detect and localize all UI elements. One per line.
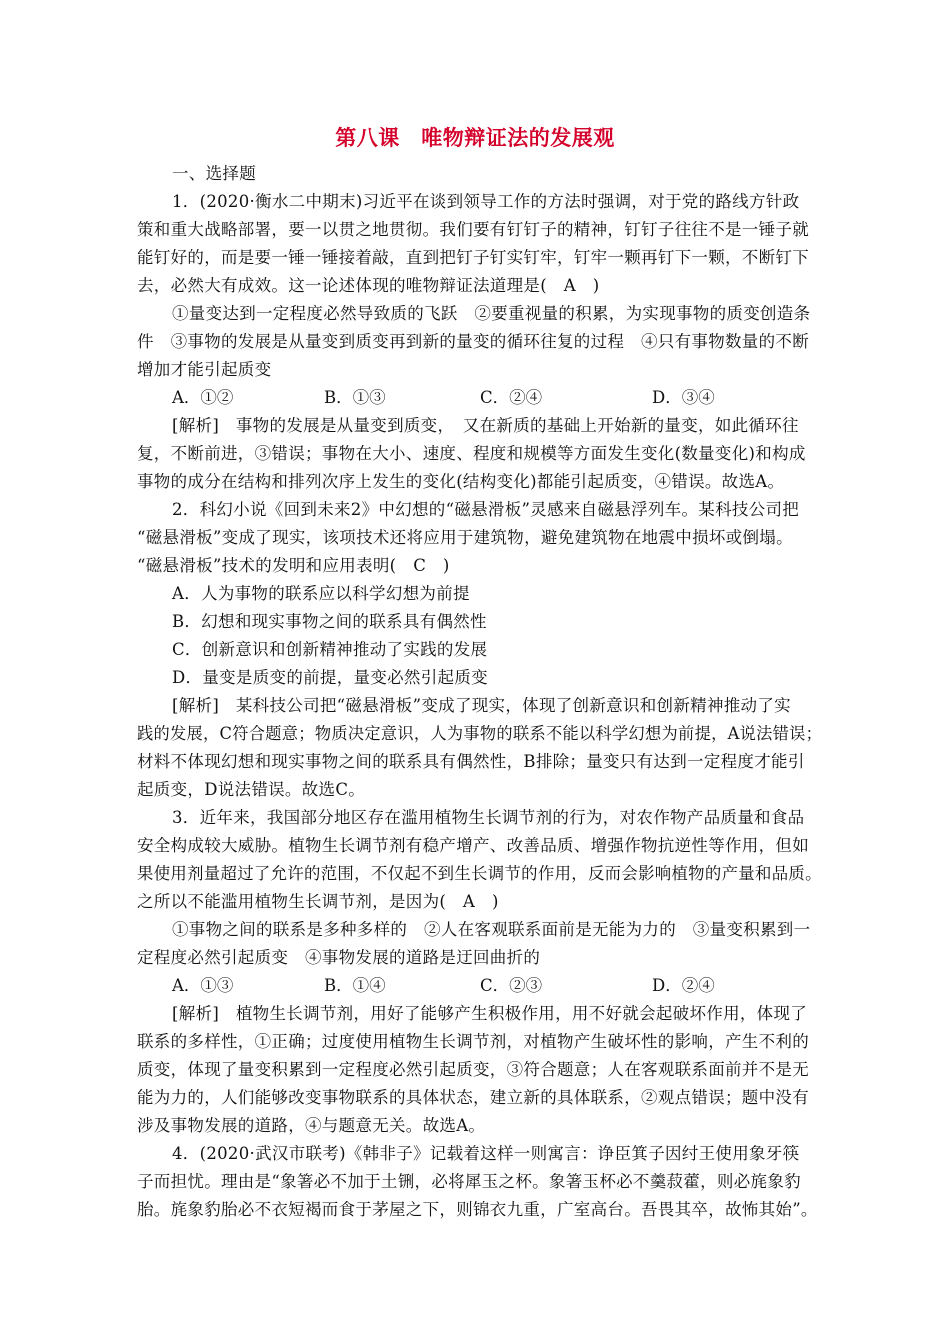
question-3-line: 之所以不能滥用植物生长调节剂，是因为( A ) — [137, 892, 499, 911]
question-3-analysis: 联系的多样性，①正确；过度使用植物生长调节剂，对植物产生破坏性的影响，产生不利的 — [137, 1032, 809, 1051]
question-2-line: “磁悬滑板”变成了现实，该项技术还将应用于建筑物，避免建筑物在地震中损坏或倒塌。 — [137, 528, 793, 547]
question-3-line: 安全构成较大威胁。植物生长调节剂有稳产增产、改善品质、增强作物抗逆性等作用，但如 — [137, 836, 809, 855]
question-3-line: 果使用剂量超过了允许的范围，不仅起不到生长调节的作用，反而会影响植物的产量和品质。 — [137, 864, 822, 883]
question-4-line: 4．(2020·武汉市联考)《韩非子》记载着这样一则寓言：诤臣箕子因纣王使用象牙筷 — [172, 1144, 800, 1163]
question-1-analysis: 复，不断前进，③错误；事物在大小、速度、程度和规模等方面发生变化(数量变化)和构成 — [137, 444, 806, 463]
question-1-statement: ①量变达到一定程度必然导致质的飞跃 ②要重视量的积累，为实现事物的质变创造条 — [172, 304, 811, 323]
page-title: 第八课 唯物辩证法的发展观 — [335, 126, 615, 150]
question-3-analysis: 质变，体现了量变积累到一定程度必然引起质变，③符合题意；人在客观联系面前并不是无 — [137, 1060, 809, 1079]
question-2-analysis: 践的发展，C符合题意；物质决定意识，人为事物的联系不能以科学幻想为前提，A说法错误； — [137, 724, 823, 743]
question-1-line: 策和重大战略部署，要一以贯之地贯彻。我们要有钉钉子的精神，钉钉子往往不是一锤子就 — [137, 220, 809, 239]
section-heading: 一、选择题 — [172, 164, 256, 183]
option-d: D．②④ — [652, 976, 715, 995]
option-c: C．创新意识和创新精神推动了实践的发展 — [172, 640, 488, 659]
question-1-analysis: [解析] 事物的发展是从量变到质变， 又在新质的基础上开始新的量变，如此循环往 — [172, 416, 799, 435]
option-a: A．①② — [172, 388, 234, 407]
option-b: B．①④ — [324, 976, 386, 995]
question-3-line: 3．近年来，我国部分地区存在滥用植物生长调节剂的行为，对农作物产品质量和食品 — [172, 808, 805, 827]
question-1-analysis: 事物的成分在结构和排列次序上发生的变化(结构变化)都能引起质变，④错误。故选A。 — [137, 472, 785, 491]
question-1-options — [172, 384, 812, 408]
question-3-options — [172, 972, 812, 996]
question-3-analysis: [解析] 植物生长调节剂，用好了能够产生积极作用，用不好就会起破坏作用，体现了 — [172, 1004, 808, 1023]
question-3-analysis: 涉及事物发展的道路，④与题意无关。故选A。 — [137, 1116, 486, 1135]
option-c: C．②④ — [480, 388, 543, 407]
question-4-line: 子而担忧。理由是“象箸必不加于土铏，必将犀玉之杯。象箸玉杯必不羹菽藿，则必旄象豹 — [137, 1172, 801, 1191]
option-b: B．幻想和现实事物之间的联系具有偶然性 — [172, 612, 487, 631]
question-1-line: 1．(2020·衡水二中期末)习近平在谈到领导工作的方法时强调，对于党的路线方针政 — [172, 192, 800, 211]
question-4-line: 胎。旄象豹胎必不衣短褐而食于茅屋之下，则锦衣九重，广室高台。吾畏其卒，故怖其始”。 — [137, 1200, 818, 1219]
question-1-line: 能钉好的，而是要一锤一锤接着敲，直到把钉子钉实钉牢，钉牢一颗再钉下一颗，不断钉下 — [137, 248, 809, 267]
question-2-analysis: 起质变，D说法错误。故选C。 — [137, 780, 366, 799]
option-d: D．量变是质变的前提，量变必然引起质变 — [172, 668, 488, 687]
question-1-statement: 件 ③事物的发展是从量变到质变再到新的量变的循环往复的过程 ④只有事物数量的不断 — [137, 332, 809, 351]
question-2-line: 2．科幻小说《回到未来2》中幻想的“磁悬滑板”灵感来自磁悬浮列车。某科技公司把 — [172, 500, 800, 519]
question-3-analysis: 能为力的，人们能够改变事物联系的具体状态，建立新的具体联系，②观点错误；题中没有 — [137, 1088, 809, 1107]
option-c: C．②③ — [480, 976, 543, 995]
option-a: A．人为事物的联系应以科学幻想为前提 — [172, 584, 470, 603]
question-2-analysis: 材料不体现幻想和现实事物之间的联系具有偶然性，B排除；量变只有达到一定程度才能引 — [137, 752, 805, 771]
option-b: B．①③ — [324, 388, 386, 407]
option-d: D．③④ — [652, 388, 715, 407]
option-a: A．①③ — [172, 976, 234, 995]
question-2-line: “磁悬滑板”技术的发明和应用表明( C ) — [137, 556, 450, 575]
question-2-analysis: [解析] 某科技公司把“磁悬滑板”变成了现实，体现了创新意识和创新精神推动了实 — [172, 696, 791, 715]
question-1-line: 去，必然大有成效。这一论述体现的唯物辩证法道理是( A ) — [137, 276, 600, 295]
question-3-statement: ①事物之间的联系是多种多样的 ②人在客观联系面前是无能为力的 ③量变积累到一 — [172, 920, 811, 939]
question-3-statement: 定程度必然引起质变 ④事物发展的道路是迂回曲折的 — [137, 948, 541, 967]
question-1-statement: 增加才能引起质变 — [137, 360, 272, 379]
